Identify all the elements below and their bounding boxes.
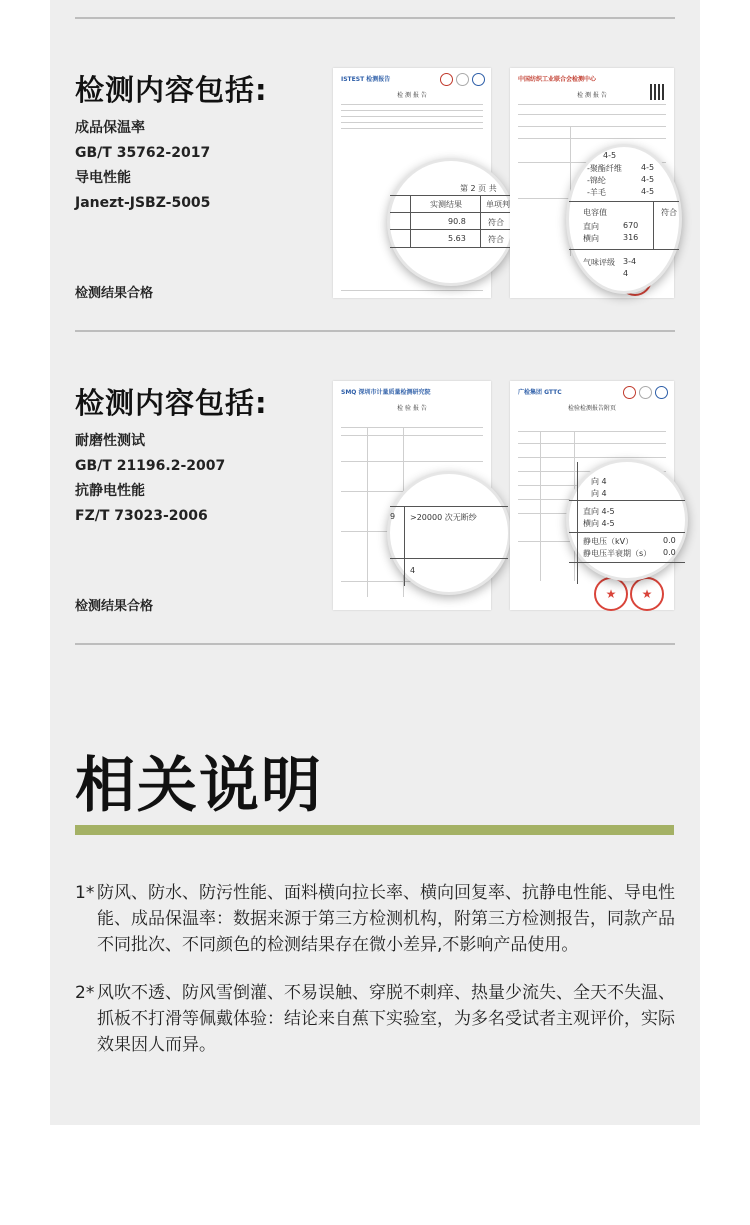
test-standard: FZ/T 73023-2006 bbox=[75, 508, 208, 524]
official-seal-icon bbox=[594, 577, 628, 611]
cnas-logo-icon bbox=[655, 386, 668, 399]
section-heading: 检测内容包括: bbox=[75, 73, 268, 107]
note-text: 防风、防水、防污性能、面料横向拉长率、横向回复率、抗静电性能、导电性能、成品保温率：数据来源于第三方检测机构，附第三方检测报告，同款产品不同批次、不同颜色的检测结果存在微小差异,不影响产品使用。 bbox=[97, 883, 675, 955]
test-standard: GB/T 21196.2-2007 bbox=[75, 458, 226, 474]
note-item bbox=[75, 880, 685, 958]
test-standard: GB/T 35762-2017 bbox=[75, 145, 211, 161]
divider-middle bbox=[75, 330, 675, 332]
report-title: 检验检测报告附页 bbox=[567, 405, 616, 412]
test-report-image bbox=[510, 68, 677, 298]
cma-logo-icon bbox=[440, 73, 453, 86]
report-title: 检 测 报 告 bbox=[577, 92, 607, 99]
test-report-image bbox=[333, 381, 491, 610]
report-title: 检 验 报 告 bbox=[397, 405, 427, 412]
cert-logos bbox=[440, 73, 485, 86]
official-seal-icon bbox=[630, 577, 664, 611]
magnifier-zoom: 4-5 -聚酯纤维 4-5 -锦纶 4-5 -羊毛 4-5 电容值 符合 直向 670 横向 316 气味评级 3-4 4 bbox=[566, 144, 682, 294]
report-header: SMQ 深圳市计量质量检测研究院 bbox=[341, 389, 431, 396]
test-section-1 bbox=[75, 68, 675, 358]
test-section-2 bbox=[75, 381, 675, 671]
magnifier-zoom: 9 >20000 次无断纱 4 bbox=[387, 471, 511, 595]
cma-logo-icon bbox=[623, 386, 636, 399]
divider-bottom bbox=[75, 643, 675, 645]
test-result: 检测结果合格 bbox=[75, 286, 154, 301]
test-item: 导电性能 bbox=[75, 170, 131, 186]
test-item: 抗静电性能 bbox=[75, 483, 145, 499]
test-items-list bbox=[75, 116, 210, 216]
note-number: 1* bbox=[75, 883, 95, 903]
explanation-notes bbox=[75, 880, 685, 1080]
magnifier-zoom: 第 2 页 共 实测结果 单项判 90.8 符合 5.63 符合 bbox=[387, 158, 515, 286]
section-heading: 检测内容包括: bbox=[75, 386, 268, 420]
test-result: 检测结果合格 bbox=[75, 599, 154, 614]
test-report-image bbox=[510, 381, 674, 610]
note-item bbox=[75, 980, 685, 1058]
note-text: 风吹不透、防风雪倒灌、不易误触、穿脱不刺痒、热量少流失、全天不失温、抓板不打滑等佩戴体验：结论来自蕉下实验室，为多名受试者主观评价，实际效果因人而异。 bbox=[97, 983, 675, 1055]
magnifier-zoom: 向 4 向 4 直向 4-5 横向 4-5 静电压（kV） 0.0 静电压半衰期（s） 0.0 bbox=[566, 459, 688, 581]
ilac-logo-icon bbox=[639, 386, 652, 399]
test-report-image bbox=[333, 68, 510, 298]
title-underline-bar bbox=[75, 825, 674, 835]
cert-logos bbox=[623, 386, 668, 399]
divider-top bbox=[75, 17, 675, 19]
test-item: 成品保温率 bbox=[75, 120, 145, 136]
test-item: 耐磨性测试 bbox=[75, 433, 145, 449]
report-header: 广检集团 GTTC bbox=[518, 389, 562, 396]
report-header: 中国纺织工业联合会检测中心 bbox=[518, 76, 597, 83]
note-number: 2* bbox=[75, 983, 95, 1003]
report-header: ISTEST 检测报告 bbox=[341, 76, 391, 83]
explanation-title: 相关说明 bbox=[75, 751, 323, 821]
cnas-logo-icon bbox=[472, 73, 485, 86]
test-items-list bbox=[75, 429, 225, 529]
report-title: 检 测 报 告 bbox=[397, 92, 427, 99]
ilac-logo-icon bbox=[456, 73, 469, 86]
test-standard: Janezt-JSBZ-5005 bbox=[75, 195, 211, 211]
